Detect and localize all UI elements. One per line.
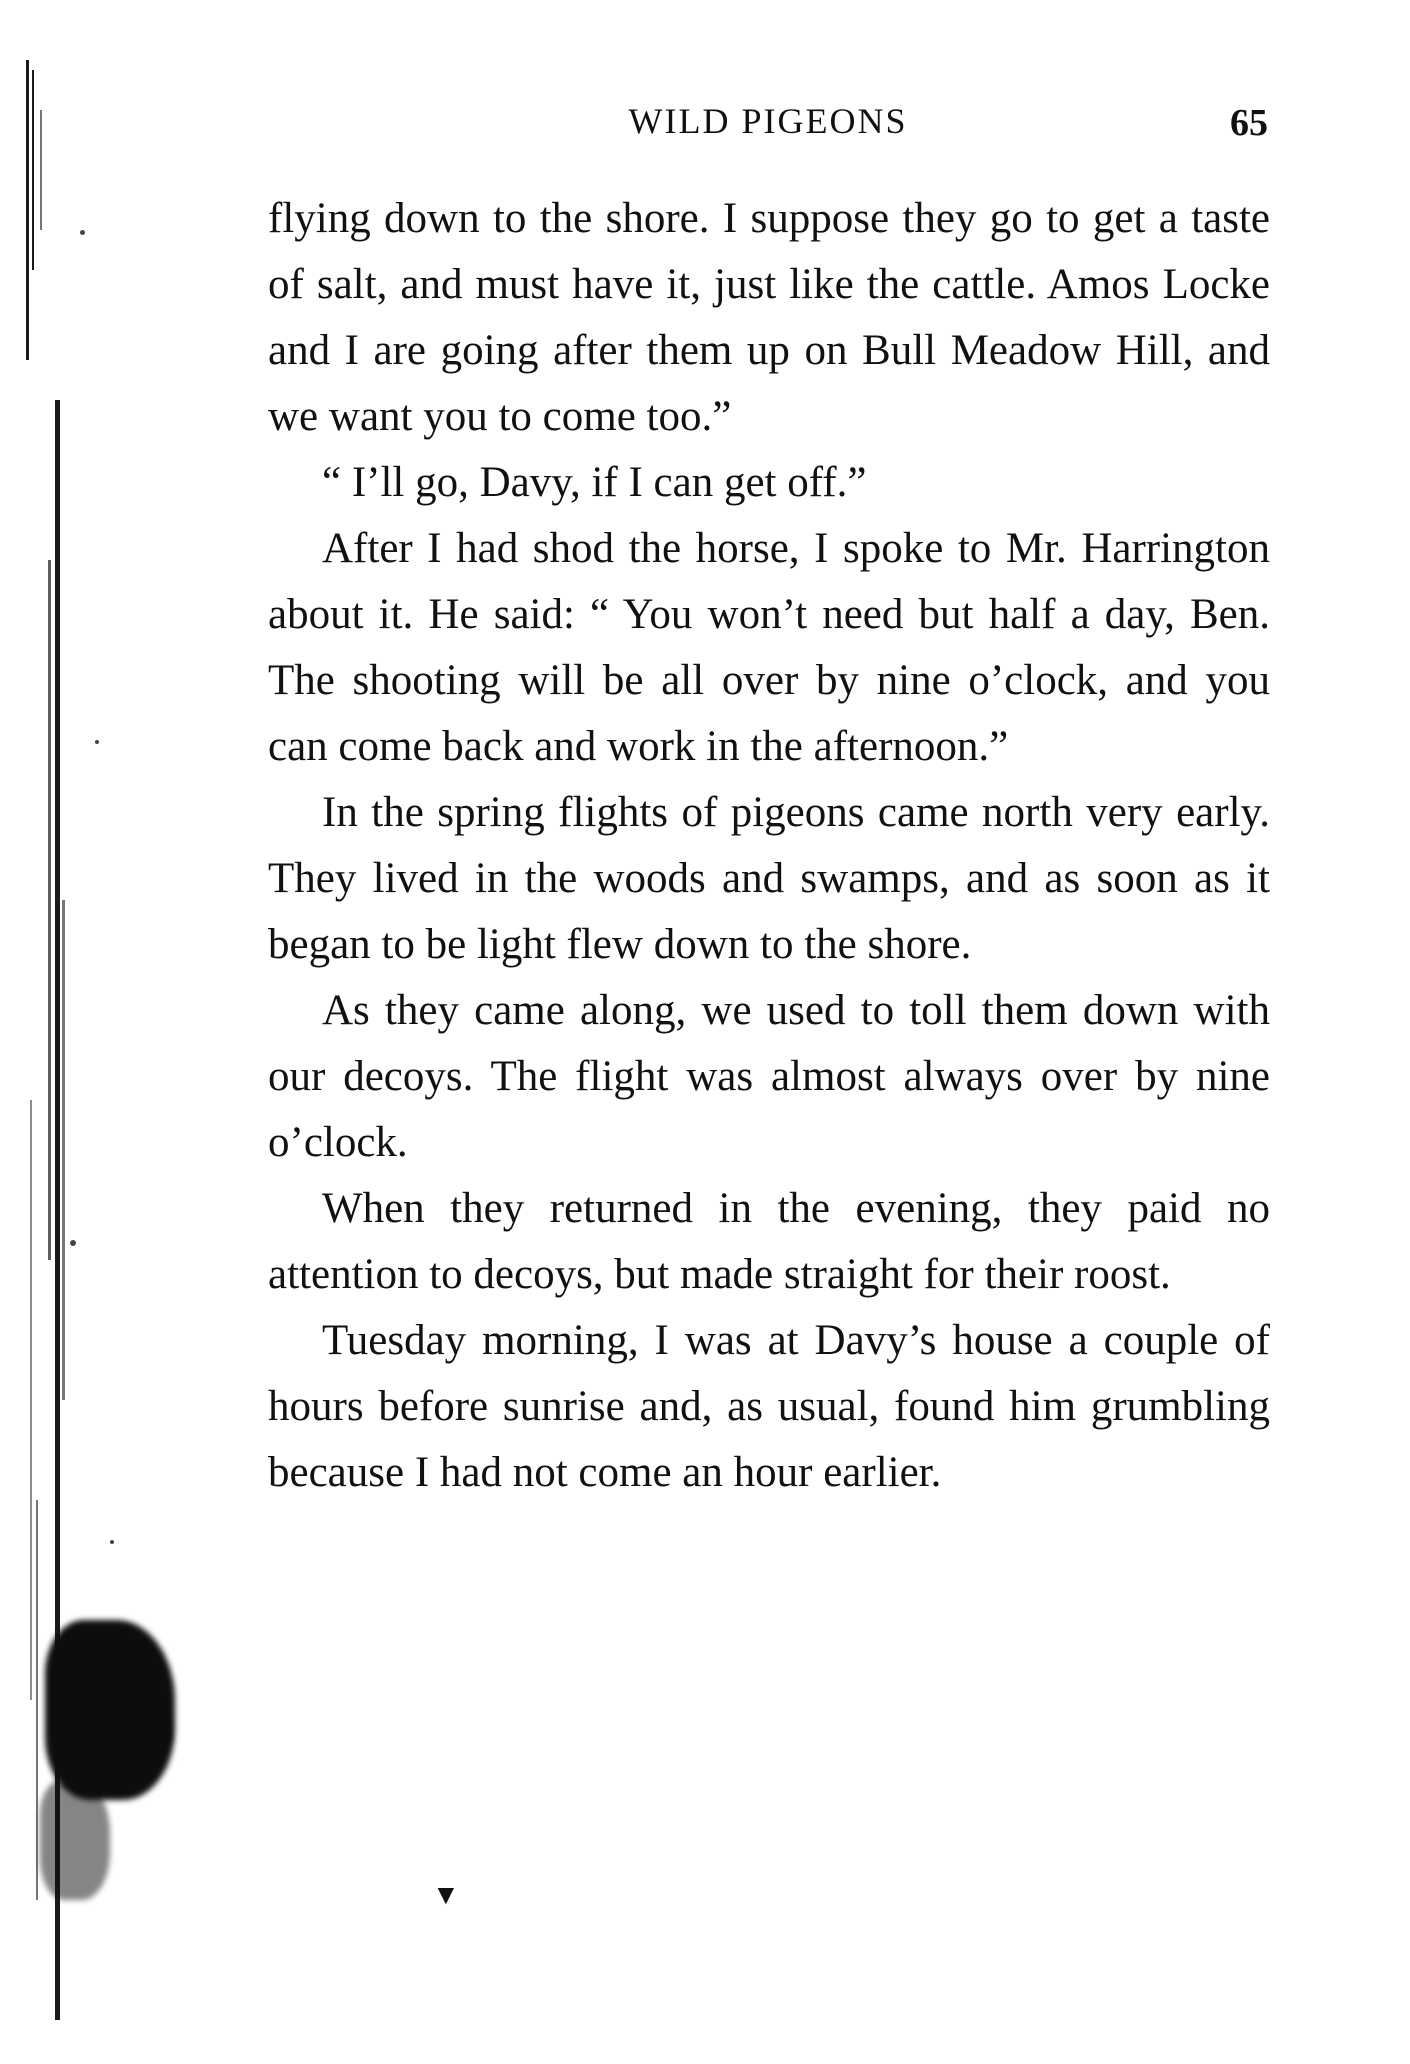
paragraph-2: “ I’ll go, Davy, if I can get off.” (322, 459, 867, 506)
paragraph-4: In the spring flights of pigeons came north very early. They lived in the woods and swamps, and as soon as it began to be light flew down to the shore. (268, 789, 1270, 968)
scan-binding-edge (0, 0, 200, 2064)
paragraph-3: After I had shod the horse, I spoke to Mr. Harrington about it. He said: “ You won’t need but half a day, Ben. The shooting will be all over by nine o’clock, and you can come back and work in the afternoon.” (268, 525, 1270, 770)
paragraph-1: flying down to the shore. I suppose they go to get a taste of salt, and must have it, just like the cattle. Amos Locke and I are going after them up on Bull Meadow Hill, and we want you to come too.” (268, 195, 1270, 440)
page-body (268, 186, 1270, 1506)
paragraph-6: When they returned in the evening, they paid no attention to decoys, but made straight for their roost. (268, 1185, 1270, 1298)
printer-ornament: ▼ (432, 1880, 460, 1911)
page-number: 65 (1230, 102, 1268, 144)
running-title: WILD PIGEONS (628, 101, 908, 141)
running-head (268, 96, 1268, 146)
paragraph-5: As they came along, we used to toll them down with our decoys. The flight was almost always over by nine o’clock. (268, 987, 1270, 1166)
paragraph-7: Tuesday morning, I was at Davy’s house a couple of hours before sunrise and, as usual, found him grumbling because I had not come an hour earlier. (268, 1317, 1270, 1496)
